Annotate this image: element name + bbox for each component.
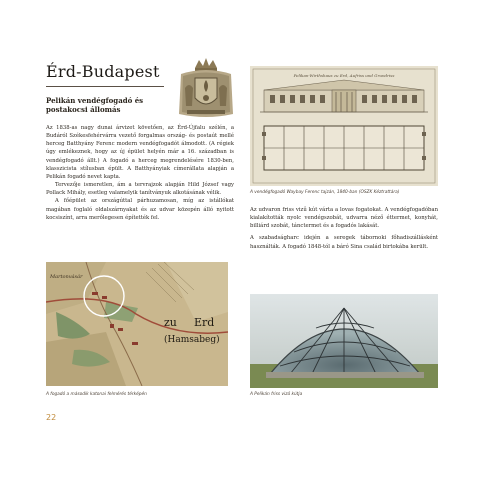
right-body-text [250,206,438,255]
section-subtitle [46,96,166,114]
map-caption: A fogadó a második katonai felmérés térképén [46,392,147,397]
architectural-plan-image [250,66,438,186]
well-caption: A Pelikán friss vizű kútja [250,392,303,397]
page-title: Érd-Budapest [46,62,160,81]
paragraph: Tervezője ismeretlen, ám a tervrajzok alapján Hild József vagy Pollack Mihály, esetleg valamelyik tanítványuk alkotásának vélik. [46,182,234,197]
historic-map-image [46,262,228,386]
paragraph: A főépület az országúttal párhuzamosan, míg az istállókat magában foglaló oldalszárnyakat és az udvar közepén álló nyitott kocsiszínt, arra merőlegesen építették fel. [46,198,234,221]
subtitle-line-2: postakocsi állomás [46,105,121,114]
subtitle-line-1: Pelikán vendégfogadó és [46,96,144,105]
paragraph: Az 1838-as nagy dunai árvizet követően, az Érd-Újfalu szélén, a Budáról Székesfehérvárra vezető forgalmas ország- és postaút mellé herceg Batthyány Ferenc modern vendégfogadót álmodott. (A régiek úgy emlékeznek, hogy az új épület helyén már a 16. században is vendégfogadó állt.) A fogadó a herceg megrendelésére 1830-ben, klasszicista stílusban épült. A Batthyányiak címerállata alapján a Pelikán fogadó nevet kapta. [46,125,234,180]
coat-of-arms-image [175,54,237,122]
map-label-top: Martonvásár [50,274,83,280]
map-label-hamsabeg: (Hamsabeg) [164,335,220,345]
title-divider [46,86,164,87]
plan-header: Pelikan-Wirthshaus zu Erd, Aufriss und Grundriss [293,73,395,78]
map-label-zu: zu [164,316,177,329]
map-label-erd: Erd [194,316,215,329]
well-dome-photo [250,294,438,388]
page-number: 22 [46,413,57,422]
left-body-text [46,124,234,222]
paragraph: Az udvaron friss vizű kút várta a lovas fogatokat. A vendégfogadóban kialakították nyolc vendégszobát, udvarra néző éttermet, konyhát, billiárd szobát, tánctermet és a fogadós lakását. [250,207,438,230]
paragraph: A szabadságharc idején a seregek tábornoki főhadiszállásként használták. A fogadó 1848-tól a báró Sina család birtokába került. [250,235,438,250]
plan-caption: A vendégfogadó Waybay Ferenc tajzán, 1840-ban (OSZK Kéztrattára) [250,190,400,195]
